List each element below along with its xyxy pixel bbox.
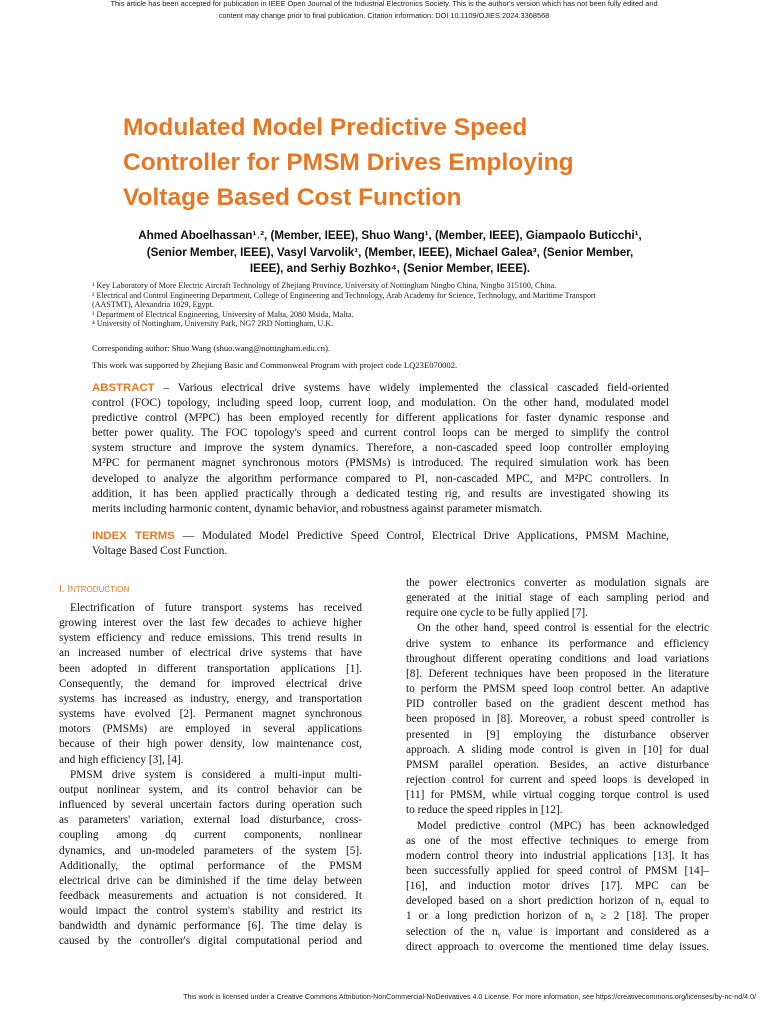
index-terms bbox=[92, 529, 669, 559]
paragraph-line: [16], and induction motor drives [17]. MPC can be bbox=[406, 880, 709, 893]
abstract-line: M²PC for permanent magnet synchronous motors (PMSMs) is introduced. The required simulation work has been bbox=[92, 457, 669, 470]
title-line: Controller for PMSM Drives Employing bbox=[123, 149, 574, 176]
paragraph-line: require one cycle to be fully applied [7]. bbox=[406, 607, 588, 620]
affiliation-line: ³ Department of Electrical Engineering, University of Malta, 2080 Msida, Malta. bbox=[92, 309, 354, 319]
paragraph-line: approach. A sliding mode control is given in [10] for dual bbox=[406, 743, 709, 756]
paragraph-line: Consequently, the demand for improved electrical drive bbox=[59, 677, 362, 690]
author-line: (Senior Member, IEEE), Vasyl Varvolik¹, (Member, IEEE), Michael Galea³, (Senior Member, bbox=[146, 245, 634, 259]
paragraph-line: systems have evolved [2]. Permanent magnet synchronous bbox=[59, 708, 362, 721]
paragraph-line: drive system to enhance its performance and efficiency bbox=[406, 637, 709, 650]
paragraph-line: PMSM drive system is considered a multi-input multi- bbox=[70, 768, 362, 781]
paragraph-line: [11] for PMSM, while virtual cogging torque control is used bbox=[406, 789, 709, 802]
section-number: I. bbox=[59, 584, 68, 595]
paragraph-line: an increased number of electrical drive systems that have bbox=[59, 647, 362, 660]
paragraph-line: because of their high power density, low maintenance cost, bbox=[59, 738, 362, 751]
abstract-line: merits including harmonic content, dynamic behavior, and robustness against parameter mismatch. bbox=[92, 502, 543, 515]
section-title-rest: NTRODUCTION bbox=[70, 585, 130, 594]
abstract bbox=[92, 381, 669, 517]
paragraph-line: and high efficiency [3], [4]. bbox=[59, 753, 184, 766]
abstract-line: predictive control (M²PC) has been employed recently for different applications for faster dynamic response and bbox=[92, 412, 669, 425]
paragraph-line: as parameters' variation, external load disturbance, cross- bbox=[59, 814, 362, 827]
author-line: Ahmed Aboelhassan¹˒², (Member, IEEE), Shuo Wang¹, (Member, IEEE), Giampaolo Buticchi¹, bbox=[138, 229, 642, 242]
index-terms-label: INDEX TERMS bbox=[92, 530, 175, 542]
paragraph-line: coupling among dq current components, nonlinear bbox=[59, 829, 362, 842]
paragraph-line: been adopted in different transportation applications [1]. bbox=[59, 662, 362, 675]
paragraph-line: selection of the nᵧ value is important and considered as a bbox=[406, 925, 709, 938]
abstract-label: ABSTRACT bbox=[92, 382, 155, 394]
right-column bbox=[406, 576, 709, 955]
paragraph-line: would impact the control system's stability and restrict its bbox=[59, 905, 362, 918]
author-list bbox=[110, 228, 670, 278]
section-heading-introduction bbox=[59, 583, 379, 597]
paragraph-line: direct approach to overcome the mentioned time delay issues. bbox=[406, 940, 709, 953]
paragraph-line: PID controller based on the gradient descent method has bbox=[406, 698, 709, 711]
left-column bbox=[59, 601, 362, 950]
paragraph-line: growing interest over the last few decades to achieve higher bbox=[59, 617, 362, 630]
index-terms-line: Voltage Based Cost Function. bbox=[92, 545, 228, 558]
paragraph-line: been successfully applied for speed control of PMSM [14]– bbox=[406, 864, 709, 877]
abstract-line: better power quality. The FOC topology's speed and current control loops can be merged to simplify the control bbox=[92, 427, 669, 440]
paragraph-line: PMSM parallel operation. Besides, an active disturbance bbox=[406, 758, 709, 771]
paragraph-line: [8]. Deferent techniques have been proposed in the literature bbox=[406, 667, 709, 680]
title-line: Voltage Based Cost Function bbox=[123, 184, 462, 211]
section-initial: I bbox=[67, 584, 71, 595]
paragraph-line: presented in [9] employing the disturbance observer bbox=[406, 728, 709, 741]
paragraph-line: modern control theory into industrial applications [13]. It has bbox=[406, 849, 709, 862]
abstract-line: control (FOC) topology, including speed loop, current loop, and modulation. On the other hand, modulated model bbox=[92, 397, 669, 410]
paragraph-line: system efficiency and reduce emissions. This trend results in bbox=[59, 632, 362, 645]
paragraph-line: 1 or a long prediction horizon of nᵧ ≥ 2 [18]. The proper bbox=[406, 910, 709, 923]
paragraph-line: Model predictive control (MPC) has been acknowledged bbox=[417, 819, 709, 832]
abstract-line: ABSTRACT – Various electrical drive systems have widely implemented the classical cascaded field-oriented bbox=[92, 382, 669, 394]
paragraph-line: rejection control for current and speed loops is developed in bbox=[406, 774, 709, 787]
paragraph-line: throughout different operating conditions and load variations bbox=[406, 652, 709, 665]
paragraph-line: influenced by several uncertain factors during operation such bbox=[59, 799, 362, 812]
paragraph-line: output nonlinear system, and its control behavior can be bbox=[59, 783, 362, 796]
affiliation-line: (AASTMT), Alexandria 1029, Egypt. bbox=[92, 300, 214, 310]
affiliation-line: ¹ Key Laboratory of More Electric Aircraft Technology of Zhejiang Province, University of Nottingham Ningbo China, Ningbo 315100, China. bbox=[92, 281, 557, 290]
license-footer: This work is licensed under a Creative Commons Attribution-NonCommercial-NoDerivatives 4.0 License. For more information, see https://creativecommons.org/licenses/by-nc-nd/4.0/ bbox=[183, 993, 756, 1001]
paragraph-line: Additionally, the optimal performance of the PMSM bbox=[59, 859, 362, 872]
abstract-line: system structure and improve the system dynamics. Therefore, a non-cascaded speed loop controller employing bbox=[92, 442, 669, 455]
paper-title bbox=[123, 110, 703, 215]
paragraph-line: the power electronics converter as modulation signals are bbox=[406, 577, 709, 589]
paragraph-line: feedback measurements and actuation is not considered. It bbox=[59, 889, 362, 902]
paragraph-line: to reduce the speed ripples in [12]. bbox=[406, 804, 563, 817]
affiliations bbox=[92, 281, 672, 329]
paragraph-line: developed based on a short prediction horizon of nᵧ equal to bbox=[406, 895, 709, 908]
abstract-line: addition, it has been applied practically through a dedicated testing rig, and results are investigated showing its bbox=[92, 487, 669, 500]
paragraph-line: bandwidth and dynamic performance [6]. The time delay is bbox=[59, 920, 362, 933]
title-line: Modulated Model Predictive Speed bbox=[123, 114, 528, 141]
journal-header bbox=[60, 0, 708, 22]
paragraph-line: dynamics, and un-modeled parameters of the system [5]. bbox=[59, 844, 362, 857]
paragraph-line: electrical drive can be diminished if the time delay between bbox=[59, 874, 362, 887]
paragraph-line: systems has increased as industry, energy, and transportation bbox=[59, 692, 362, 705]
paragraph-line: On the other hand, speed control is essential for the electric bbox=[417, 622, 709, 635]
header-line-1: This article has been accepted for publication in IEEE Open Journal of the Industrial Electronics Society. This is the author's version which has not been fully edited and bbox=[110, 0, 658, 8]
paragraph-line: to perform the PMSM speed loop control better. An adaptive bbox=[406, 683, 709, 696]
author-line: IEEE), and Serhiy Bozhko⁴, (Senior Member, IEEE). bbox=[249, 262, 531, 275]
header-line-2: content may change prior to final publication. Citation information: DOI 10.1109/OJIES.2024.3368568 bbox=[218, 11, 550, 20]
abstract-line: developed to analyze the algorithm performance compared to PI, non-cascaded MPC, and M²PC controllers. In bbox=[92, 472, 669, 485]
index-terms-line: INDEX TERMS — Modulated Model Predictive Speed Control, Electrical Drive Applications, PMSM Machine, bbox=[92, 530, 669, 542]
corresponding-author: Corresponding author: Shuo Wang (shuo.wang@nottingham.edu.cn). bbox=[92, 343, 331, 353]
affiliation-line: ² Electrical and Control Engineering Department, College of Engineering and Technology, Arab Academy for Science, Technology, and Maritime Transport bbox=[92, 290, 596, 300]
paragraph-line: as one of the most effective techniques to emerge from bbox=[406, 834, 709, 847]
paragraph-line: motors (PMSMs) are employed in several applications bbox=[59, 723, 362, 736]
paragraph-line: been proposed in [8]. Moreover, a robust speed controller is bbox=[406, 713, 709, 726]
paragraph-line: generated at the initial stage of each sampling period and bbox=[406, 592, 709, 605]
affiliation-line: ⁴ University of Nottingham, University Park, NG7 2RD Nottingham, U.K. bbox=[92, 319, 334, 329]
paragraph-line: Electrification of future transport systems has received bbox=[70, 602, 362, 614]
funding-note: This work was supported by Zhejiang Basic and Commonweal Program with project code LQ23E070002. bbox=[92, 360, 458, 370]
paragraph-line: caused by the controller's digital computational period and bbox=[59, 935, 362, 948]
